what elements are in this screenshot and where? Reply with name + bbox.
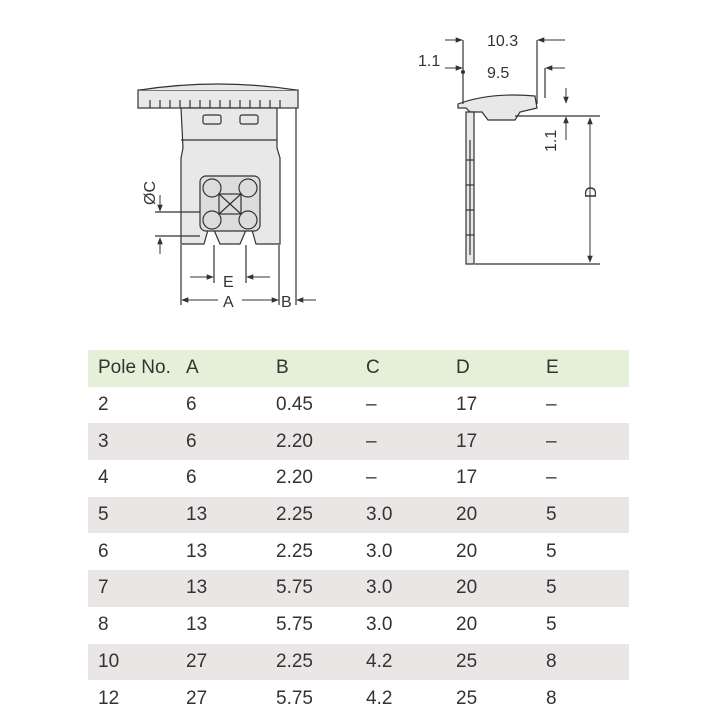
cell-c: 4.2 <box>366 650 393 672</box>
cell-b: 5.75 <box>276 614 313 636</box>
cell-c: 4.2 <box>366 687 393 709</box>
cell-a: 27 <box>186 650 208 672</box>
label-width-inner: 9.5 <box>487 65 510 82</box>
label-width-outer: 10.3 <box>487 33 519 50</box>
table-row <box>88 644 629 681</box>
header-c: C <box>366 357 380 379</box>
header-a: A <box>186 357 199 379</box>
cell-d: 20 <box>456 614 478 636</box>
cell-pole: 12 <box>98 687 120 709</box>
cell-b: 0.45 <box>276 394 313 416</box>
label-e: E <box>223 274 234 291</box>
cell-c: 3.0 <box>366 577 393 599</box>
cell-pole: 10 <box>98 650 120 672</box>
cell-d: 20 <box>456 577 478 599</box>
cell-pole: 5 <box>98 504 109 526</box>
side-view <box>458 40 600 264</box>
cell-pole: 7 <box>98 577 109 599</box>
cell-pole: 3 <box>98 430 109 452</box>
cell-d: 25 <box>456 687 478 709</box>
cell-b: 5.75 <box>276 687 313 709</box>
table-row <box>88 423 629 460</box>
cell-a: 13 <box>186 614 208 636</box>
cell-d: 17 <box>456 394 478 416</box>
table-header-row <box>88 350 629 387</box>
cell-c: 3.0 <box>366 614 393 636</box>
cell-c: – <box>366 394 377 416</box>
label-a: A <box>223 294 234 311</box>
label-d: D <box>583 186 600 198</box>
table-row <box>88 387 629 424</box>
cell-d: 25 <box>456 650 478 672</box>
table-row <box>88 607 629 644</box>
cell-pole: 2 <box>98 394 109 416</box>
cell-a: 13 <box>186 504 208 526</box>
cell-b: 2.20 <box>276 430 313 452</box>
cell-a: 13 <box>186 540 208 562</box>
table-row <box>88 460 629 497</box>
dimension-table <box>88 350 629 717</box>
cell-e: 8 <box>546 687 557 709</box>
cell-e: 5 <box>546 504 557 526</box>
cell-e: – <box>546 394 557 416</box>
cell-a: 27 <box>186 687 208 709</box>
contact-cross <box>200 176 260 231</box>
table-row <box>88 570 629 607</box>
header-pole-no: Pole No. <box>98 357 171 379</box>
cell-e: 5 <box>546 577 557 599</box>
cell-e: 8 <box>546 650 557 672</box>
technical-drawing <box>0 0 717 340</box>
table-row <box>88 497 629 534</box>
label-c: ØC <box>142 181 159 205</box>
cell-a: 6 <box>186 430 197 452</box>
front-view <box>138 84 298 305</box>
table-row <box>88 533 629 570</box>
cell-b: 2.20 <box>276 467 313 489</box>
cell-d: 20 <box>456 504 478 526</box>
table-row <box>88 680 629 717</box>
cell-b: 2.25 <box>276 504 313 526</box>
cell-e: 5 <box>546 540 557 562</box>
header-b: B <box>276 357 289 379</box>
header-e: E <box>546 357 559 379</box>
cell-pole: 8 <box>98 614 109 636</box>
cell-b: 5.75 <box>276 577 313 599</box>
cell-a: 6 <box>186 467 197 489</box>
top-rail <box>138 90 298 108</box>
cell-c: – <box>366 467 377 489</box>
cell-d: 20 <box>456 540 478 562</box>
cell-e: – <box>546 467 557 489</box>
cell-b: 2.25 <box>276 540 313 562</box>
cell-a: 13 <box>186 577 208 599</box>
label-b: B <box>281 294 292 311</box>
cell-c: – <box>366 430 377 452</box>
cell-pole: 6 <box>98 540 109 562</box>
cell-d: 17 <box>456 467 478 489</box>
cell-d: 17 <box>456 430 478 452</box>
cell-e: – <box>546 430 557 452</box>
cell-pole: 4 <box>98 467 109 489</box>
cell-c: 3.0 <box>366 540 393 562</box>
label-offset-top: 1.1 <box>418 53 441 70</box>
cell-a: 6 <box>186 394 197 416</box>
header-d: D <box>456 357 470 379</box>
cell-e: 5 <box>546 614 557 636</box>
label-offset-side: 1.1 <box>543 129 560 152</box>
cell-c: 3.0 <box>366 504 393 526</box>
cell-b: 2.25 <box>276 650 313 672</box>
